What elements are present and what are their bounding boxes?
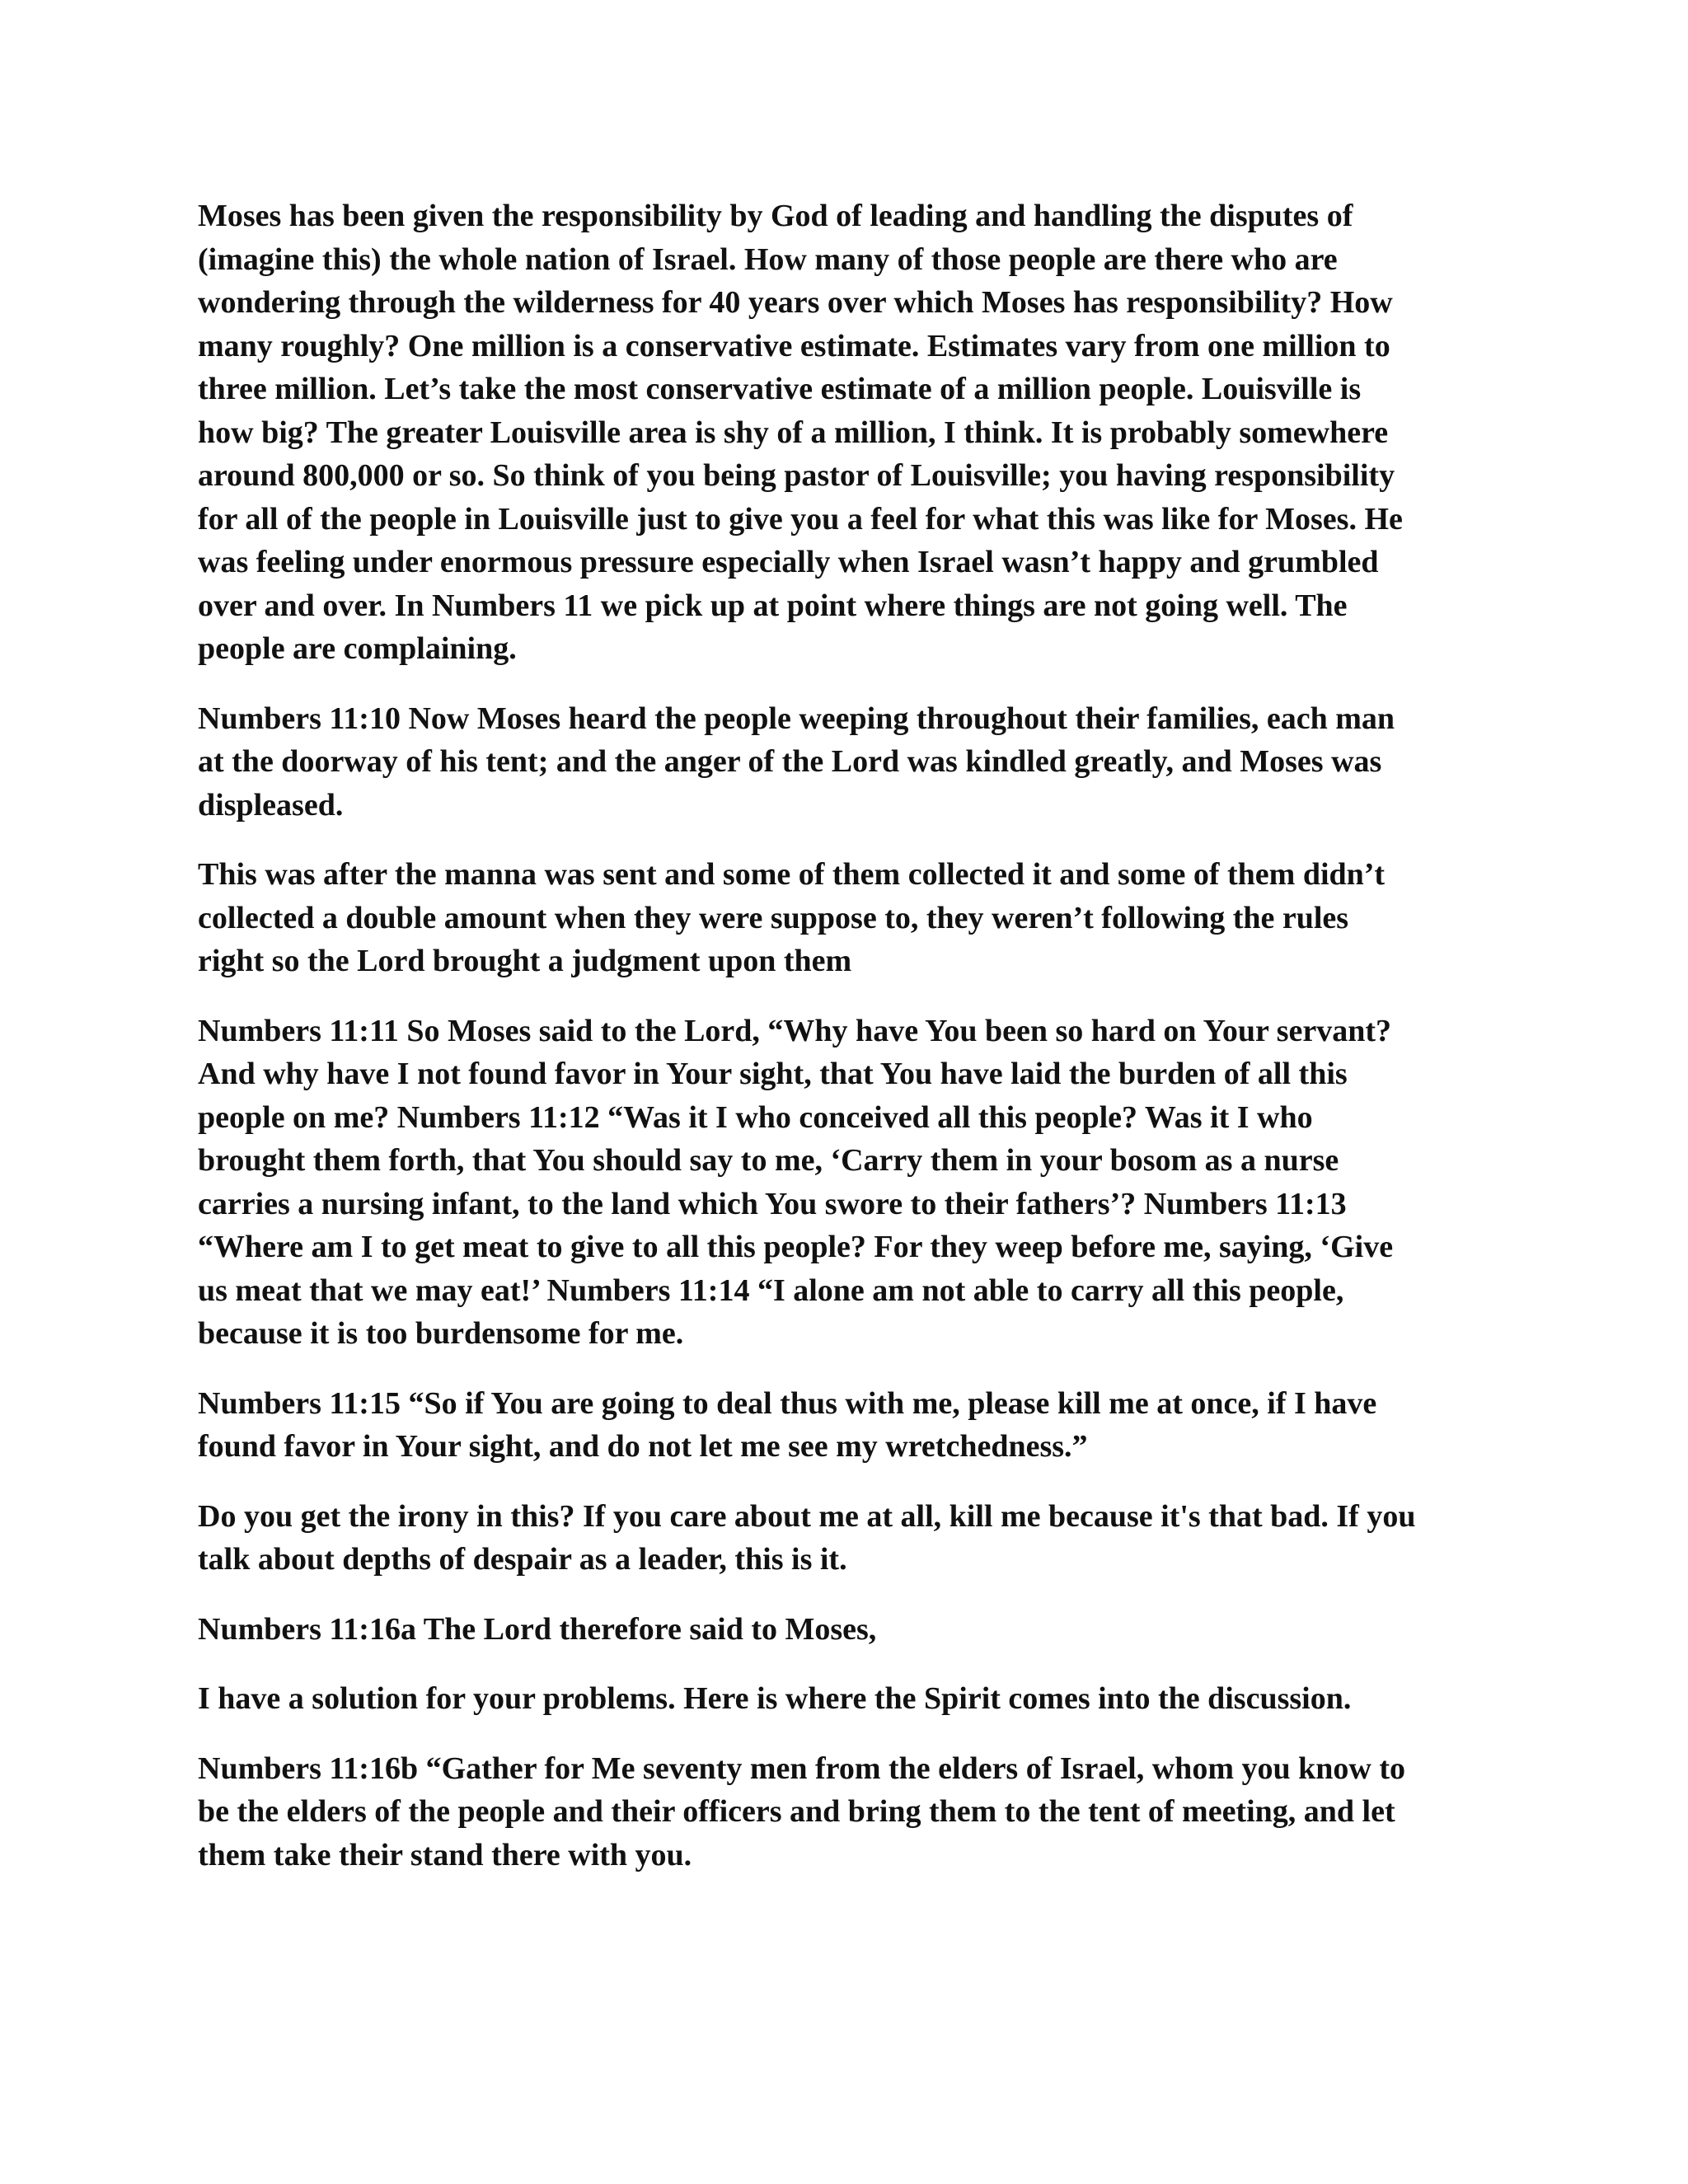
text-line: right so the Lord brought a judgment upon them <box>198 944 852 978</box>
text-line: wondering through the wilderness for 40 years over which Moses has responsibility? How <box>198 285 1393 320</box>
document-body <box>198 194 1484 1903</box>
paragraph-numbers-11-10 <box>198 697 1484 827</box>
text-line: Numbers 11:10 Now Moses heard the people weeping throughout their families, each man <box>198 701 1395 736</box>
text-line: collected a double amount when they were suppose to, they weren’t following the rules <box>198 900 1349 935</box>
text-line: be the elders of the people and their officers and bring them to the tent of meeting, and let <box>198 1794 1395 1829</box>
text-line: people on me? Numbers 11:12 “Was it I who conceived all this people? Was it I who <box>198 1099 1313 1135</box>
text-line: Numbers 11:16b “Gather for Me seventy men from the elders of Israel, whom you know to <box>198 1750 1405 1786</box>
text-line: over and over. In Numbers 11 we pick up at point where things are not going well. The <box>198 588 1348 623</box>
text-line: “Where am I to get meat to give to all this people? For they weep before me, saying, ‘Give <box>198 1230 1394 1264</box>
text-line: (imagine this) the whole nation of Israel. How many of those people are there who are <box>198 241 1338 277</box>
paragraph-numbers-11-15 <box>198 1382 1484 1469</box>
text-line: for all of the people in Louisville just to give you a feel for what this was like for Moses. He <box>198 501 1403 537</box>
text-line: And why have I not found favor in Your sight, that You have laid the burden of all this <box>198 1057 1348 1091</box>
paragraph-manna-commentary <box>198 853 1484 983</box>
text-line: Moses has been given the responsibility by God of leading and handling the disputes of <box>198 199 1353 233</box>
text-line: us meat that we may eat!’ Numbers 11:14 “I alone am not able to carry all this people, <box>198 1272 1344 1308</box>
text-line: them take their stand there with you. <box>198 1837 692 1872</box>
text-line: around 800,000 or so. So think of you being pastor of Louisville; you having responsibility <box>198 458 1395 493</box>
text-line: carries a nursing infant, to the land which You swore to their fathers’? Numbers 11:13 <box>198 1186 1347 1221</box>
text-line: at the doorway of his tent; and the anger of the Lord was kindled greatly, and Moses was <box>198 744 1382 779</box>
paragraph-numbers-11-16a <box>198 1608 1484 1652</box>
text-line: Do you get the irony in this? If you care about me at all, kill me because it's that bad. If you <box>198 1498 1416 1534</box>
text-line: Numbers 11:15 “So if You are going to deal thus with me, please kill me at once, if I have <box>198 1385 1377 1421</box>
text-line: Numbers 11:16a The Lord therefore said to Moses, <box>198 1611 877 1647</box>
text-line: three million. Let’s take the most conservative estimate of a million people. Louisville is <box>198 372 1362 406</box>
paragraph-solution-commentary <box>198 1677 1484 1721</box>
text-line: displeased. <box>198 787 344 823</box>
paragraph-numbers-11-11-to-14 <box>198 1010 1484 1356</box>
text-line: talk about depths of despair as a leader, this is it. <box>198 1542 847 1577</box>
paragraph-moses-responsibility <box>198 194 1484 671</box>
text-line: how big? The greater Louisville area is shy of a million, I think. It is probably somewhere <box>198 415 1389 450</box>
text-line: Numbers 11:11 So Moses said to the Lord, “Why have You been so hard on Your servant? <box>198 1013 1392 1048</box>
text-line: I have a solution for your problems. Here is where the Spirit comes into the discussion. <box>198 1681 1352 1716</box>
text-line: brought them forth, that You should say to me, ‘Carry them in your bosom as a nurse <box>198 1143 1339 1178</box>
paragraph-numbers-11-16b <box>198 1747 1484 1877</box>
text-line: This was after the manna was sent and some of them collected it and some of them didn’t <box>198 857 1386 892</box>
text-line: found favor in Your sight, and do not let me see my wretchedness.” <box>198 1429 1088 1464</box>
text-line: was feeling under enormous pressure especially when Israel wasn’t happy and grumbled <box>198 545 1379 579</box>
text-line: because it is too burdensome for me. <box>198 1316 684 1351</box>
paragraph-irony-commentary <box>198 1495 1484 1582</box>
text-line: people are complaining. <box>198 631 517 666</box>
text-line: many roughly? One million is a conservative estimate. Estimates vary from one million to <box>198 328 1390 363</box>
